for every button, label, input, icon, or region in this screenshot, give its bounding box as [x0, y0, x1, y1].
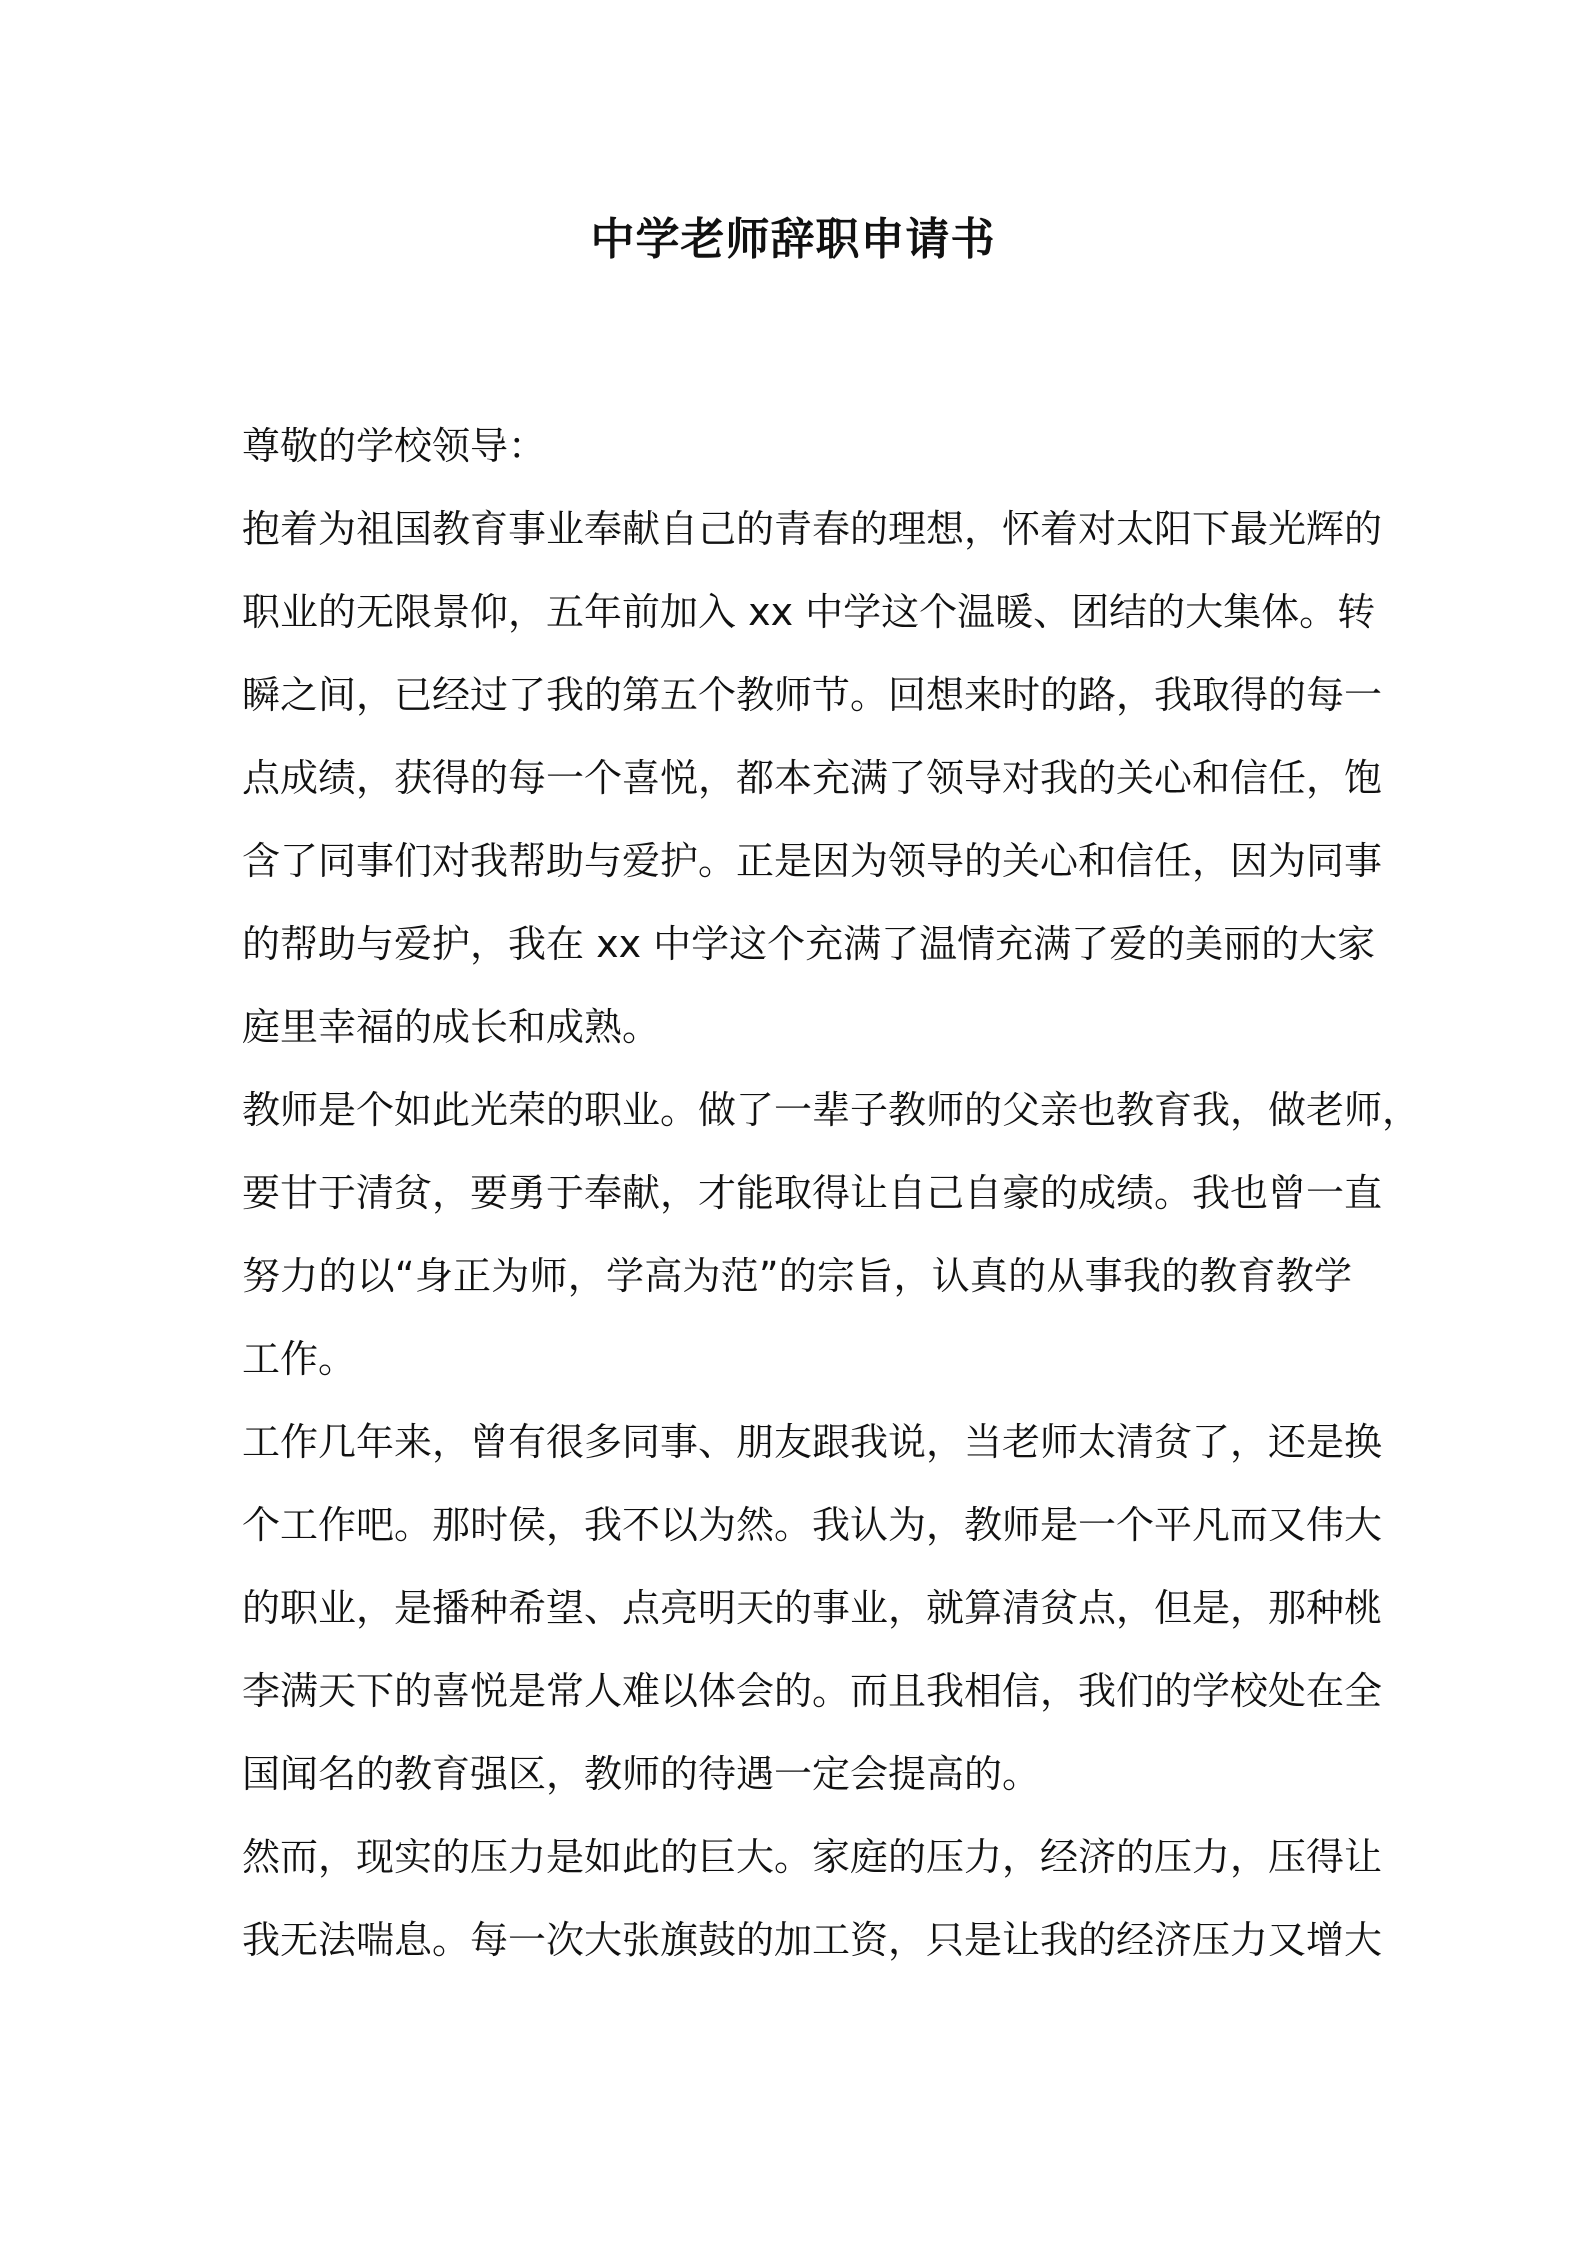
body-line: 要甘于清贫，要勇于奉献，才能取得让自己自豪的成绩。我也曾一直: [242, 1171, 1383, 1215]
document-title: 中学老师辞职申请书: [590, 214, 996, 265]
body-line: 国闻名的教育强区，教师的待遇一定会提高的。: [242, 1752, 1041, 1796]
body-line: 瞬之间，已经过了我的第五个教师节。回想来时的路，我取得的每一: [242, 673, 1383, 717]
body-line: 抱着为祖国教育事业奉献自己的青春的理想，怀着对太阳下最光辉的: [242, 507, 1383, 551]
body-line: 工作。: [242, 1337, 357, 1381]
body-line: 庭里幸福的成长和成熟。: [242, 1005, 661, 1049]
body-line: 我无法喘息。每一次大张旗鼓的加工资，只是让我的经济压力又增大: [242, 1918, 1383, 1962]
body-line: 职业的无限景仰，五年前加入 xx 中学这个温暖、团结的大集体。转: [242, 590, 1376, 634]
document-body: [242, 405, 1421, 1982]
body-line: 努力的以“身正为师，学高为范”的宗旨，认真的从事我的教育教学: [242, 1254, 1352, 1298]
body-line: 含了同事们对我帮助与爱护。正是因为领导的关心和信任，因为同事: [242, 839, 1383, 883]
body-line: 的职业，是播种希望、点亮明天的事业，就算清贫点，但是，那种桃: [242, 1586, 1383, 1630]
body-line: 教师是个如此光荣的职业。做了一辈子教师的父亲也教育我，做老师，: [242, 1088, 1421, 1132]
body-line: 然而，现实的压力是如此的巨大。家庭的压力，经济的压力，压得让: [242, 1835, 1383, 1879]
body-line: 工作几年来，曾有很多同事、朋友跟我说，当老师太清贫了，还是换: [242, 1420, 1383, 1464]
body-line: 个工作吧。那时侯，我不以为然。我认为，教师是一个平凡而又伟大: [242, 1503, 1383, 1547]
body-line: 点成绩，获得的每一个喜悦，都本充满了领导对我的关心和信任，饱: [242, 756, 1383, 800]
body-line: 的帮助与爱护，我在 xx 中学这个充满了温情充满了爱的美丽的大家: [242, 922, 1376, 966]
body-line: 李满天下的喜悦是常人难以体会的。而且我相信，我们的学校处在全: [242, 1669, 1383, 1713]
salutation-line: 尊敬的学校领导：: [242, 424, 547, 468]
